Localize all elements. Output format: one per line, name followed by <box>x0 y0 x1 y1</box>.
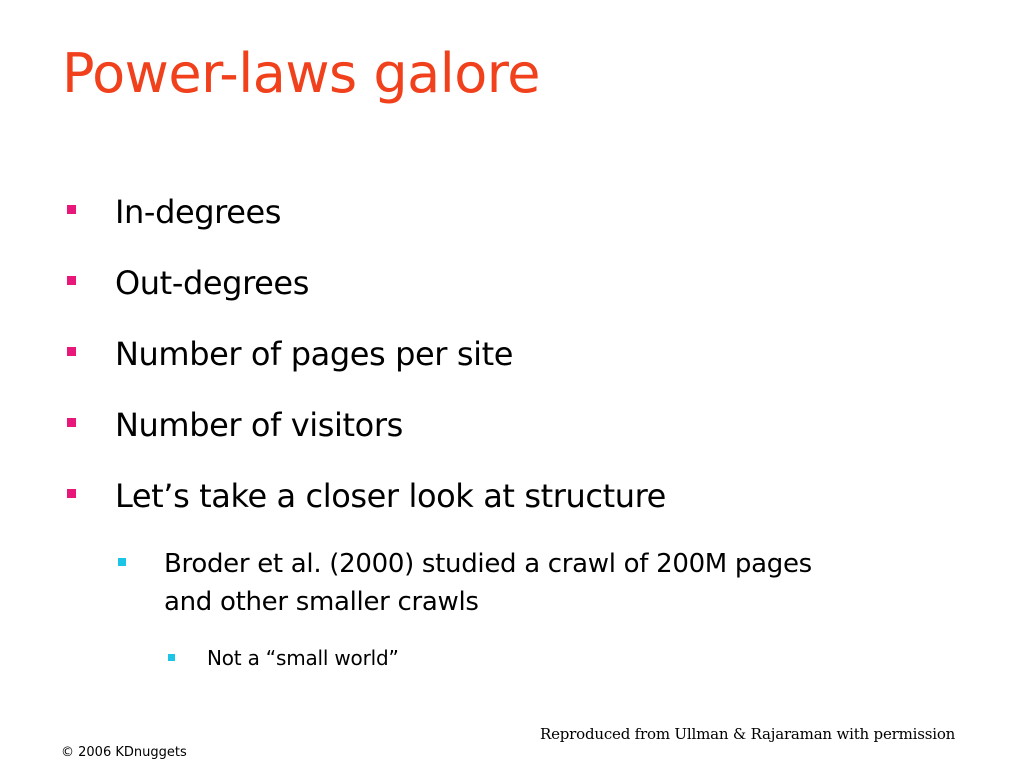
sub-bullet-line: and other smaller crawls <box>164 587 479 617</box>
sub-sub-bullet-text: Not a “small world” <box>207 646 399 670</box>
sub-bullet-text <box>164 545 964 621</box>
slide-title: Power-laws galore <box>62 42 541 105</box>
square-bullet-icon <box>67 205 76 214</box>
bullet-text: Number of visitors <box>115 406 403 444</box>
attribution-note: Reproduced from Ullman & Rajaraman with permission <box>540 725 956 743</box>
copyright-footer: © 2006 KDnuggets <box>61 745 187 760</box>
square-bullet-icon <box>67 276 76 285</box>
square-bullet-icon <box>67 347 76 356</box>
square-bullet-icon <box>67 418 76 427</box>
sub-bullet-line: Broder et al. (2000) studied a crawl of 200M pages <box>164 549 812 579</box>
square-bullet-icon <box>118 558 126 566</box>
bullet-text: Number of pages per site <box>115 335 514 373</box>
bullet-text: Let’s take a closer look at structure <box>115 477 666 515</box>
square-bullet-icon <box>67 489 76 498</box>
bullet-text: In-degrees <box>115 193 282 231</box>
bullet-text: Out-degrees <box>115 264 309 302</box>
square-bullet-icon <box>168 654 175 661</box>
